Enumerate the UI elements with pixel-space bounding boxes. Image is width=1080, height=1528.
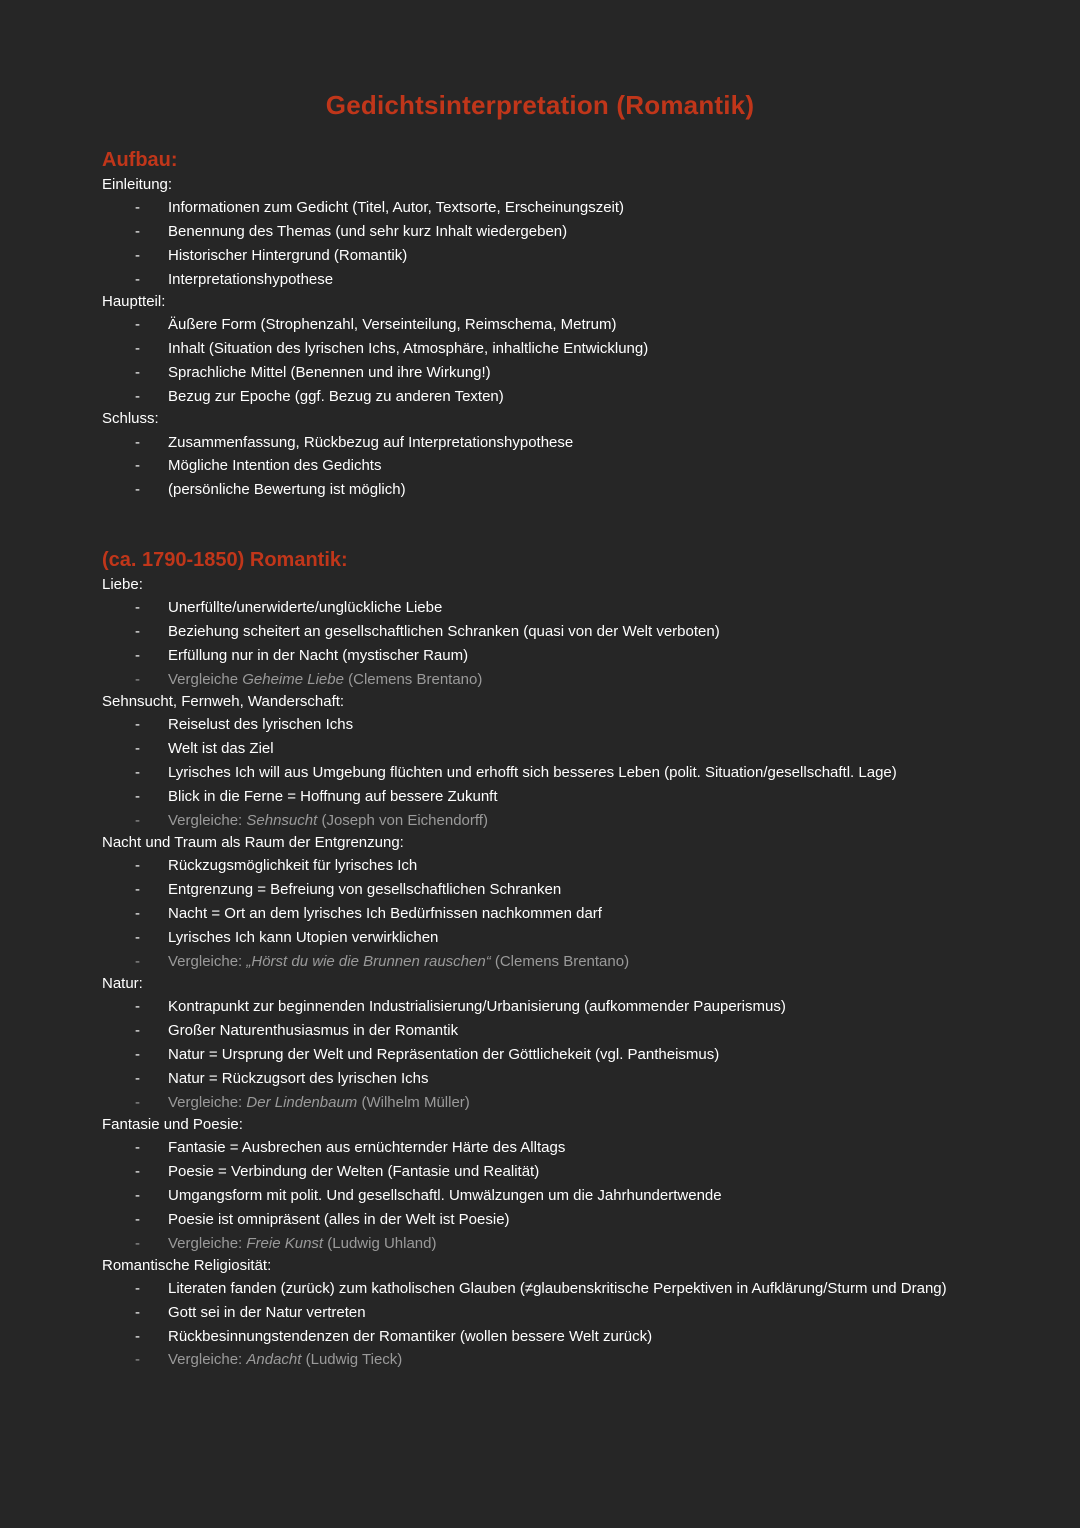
work-title: Geheime Liebe — [242, 670, 344, 688]
group-heading-fantasie: Fantasie und Poesie: — [102, 1116, 243, 1134]
list-item: - Welt ist das Ziel — [102, 738, 972, 760]
list-schluss — [102, 432, 972, 501]
group-heading-schluss: Schluss: — [102, 410, 159, 428]
dash-bullet: - — [135, 316, 140, 334]
list-item: - Literaten fanden (zurück) zum katholischen Glauben (≠glaubenskritische Perpektiven in Aufklärung/Sturm und Drang) — [135, 1280, 947, 1298]
section-heading-aufbau: Aufbau: — [102, 149, 178, 171]
list-item: - Bezug zur Epoche (ggf. Bezug zu anderen Texten) — [102, 386, 972, 408]
dash-bullet: - — [135, 340, 140, 358]
dash-bullet: - — [135, 1234, 140, 1252]
dash-bullet: - — [135, 1069, 140, 1087]
dash-bullet: - — [135, 670, 140, 688]
dash-bullet: - — [135, 857, 140, 875]
dash-bullet: - — [135, 1210, 140, 1228]
list-item: - Poesie = Verbindung der Welten (Fantasie und Realität) — [102, 1161, 972, 1183]
work-title: Andacht — [246, 1351, 302, 1369]
dash-bullet: - — [135, 623, 140, 641]
dash-bullet: - — [135, 1280, 140, 1298]
dash-bullet: - — [135, 1139, 140, 1157]
list-item: - Entgrenzung = Befreiung von gesellschaftlichen Schranken — [102, 879, 972, 901]
list-fantasie — [102, 1137, 972, 1254]
list-item: - Sprachliche Mittel (Benennen und ihre Wirkung!) — [102, 362, 972, 384]
compare-reference: - Vergleiche: Freie Kunst (Ludwig Uhland) — [102, 1233, 972, 1255]
dash-bullet: - — [135, 646, 140, 664]
list-item: - Natur = Rückzugsort des lyrischen Ichs — [102, 1068, 972, 1090]
list-hauptteil — [102, 314, 972, 407]
list-item: - Inhalt (Situation des lyrischen Ichs, Atmosphäre, inhaltliche Entwicklung) — [102, 338, 972, 360]
list-item: - Lyrisches Ich kann Utopien verwirklichen — [102, 927, 972, 949]
dash-bullet: - — [135, 387, 140, 405]
list-item: - Benennung des Themas (und sehr kurz Inhalt wiedergeben) — [102, 221, 972, 243]
list-item: - Mögliche Intention des Gedichts — [102, 455, 972, 477]
compare-reference: - Vergleiche Geheime Liebe (Clemens Brentano) — [102, 669, 972, 691]
dash-bullet: - — [135, 1327, 140, 1345]
dash-bullet: - — [135, 364, 140, 382]
list-item: - Fantasie = Ausbrechen aus ernüchternder Härte des Alltags — [102, 1137, 972, 1159]
list-item: - Poesie ist omnipräsent (alles in der Welt ist Poesie) — [102, 1209, 972, 1231]
dash-bullet: - — [135, 905, 140, 923]
list-sehnsucht — [102, 714, 972, 831]
dash-bullet: - — [135, 270, 140, 288]
list-item: - Äußere Form (Strophenzahl, Verseinteilung, Reimschema, Metrum) — [102, 314, 972, 336]
dash-bullet: - — [135, 716, 140, 734]
group-heading-nacht: Nacht und Traum als Raum der Entgrenzung: — [102, 834, 404, 852]
dash-bullet: - — [135, 740, 140, 758]
list-einleitung — [102, 197, 972, 290]
dash-bullet: - — [135, 764, 140, 782]
list-item: - Gott sei in der Natur vertreten — [102, 1302, 972, 1324]
section-romantik — [102, 546, 972, 1371]
section-aufbau — [102, 146, 972, 501]
dash-bullet: - — [135, 1022, 140, 1040]
dash-bullet: - — [135, 952, 140, 970]
dash-bullet: - — [135, 787, 140, 805]
list-natur — [102, 996, 972, 1113]
compare-reference: - Vergleiche: „Hörst du wie die Brunnen rauschen“ (Clemens Brentano) — [102, 951, 972, 973]
compare-reference: - Vergleiche: Der Lindenbaum (Wilhelm Müller) — [102, 1092, 972, 1114]
group-heading-einleitung: Einleitung: — [102, 176, 173, 193]
list-item: - Reiselust des lyrischen Ichs — [102, 714, 972, 736]
list-item: - (persönliche Bewertung ist möglich) — [102, 479, 972, 501]
work-title: Freie Kunst — [246, 1234, 324, 1252]
section-heading-romantik: (ca. 1790-1850) Romantik: — [102, 549, 348, 571]
compare-reference: - Vergleiche: Sehnsucht (Joseph von Eichendorff) — [102, 810, 972, 832]
dash-bullet: - — [135, 881, 140, 899]
dash-bullet: - — [135, 1093, 140, 1111]
list-item: - Rückzugsmöglichkeit für lyrisches Ich — [102, 855, 972, 877]
dash-bullet: - — [135, 457, 140, 475]
dash-bullet: - — [135, 246, 140, 264]
compare-reference: - Vergleiche: Andacht (Ludwig Tieck) — [102, 1349, 972, 1371]
dash-bullet: - — [135, 1303, 140, 1321]
list-item: - Unerfüllte/unerwiderte/unglückliche Liebe — [102, 597, 972, 619]
list-item: - Erfüllung nur in der Nacht (mystischer Raum) — [102, 645, 972, 667]
dash-bullet: - — [135, 1187, 140, 1205]
list-item: - Kontrapunkt zur beginnenden Industrialisierung/Urbanisierung (aufkommender Pauperismus) — [102, 996, 972, 1018]
list-item: - Großer Naturenthusiasmus in der Romantik — [102, 1020, 972, 1042]
list-item: - Lyrisches Ich will aus Umgebung flüchten und erhofft sich besseres Leben (polit. Situation/gesellschaftl. Lage) — [102, 762, 972, 784]
dash-bullet: - — [135, 481, 140, 499]
group-heading-hauptteil: Hauptteil: — [102, 293, 166, 311]
dash-bullet: - — [135, 1046, 140, 1064]
group-heading-sehnsucht: Sehnsucht, Fernweh, Wanderschaft: — [102, 693, 345, 711]
document-title: Gedichtsinterpretation (Romantik) — [325, 90, 755, 120]
dash-bullet: - — [135, 811, 140, 829]
list-item: - Informationen zum Gedicht (Titel, Autor, Textsorte, Erscheinungszeit) — [102, 197, 972, 219]
dash-bullet: - — [135, 199, 140, 217]
list-liebe — [102, 597, 972, 690]
list-item: - Beziehung scheitert an gesellschaftlichen Schranken (quasi von der Welt verboten) — [102, 621, 972, 643]
list-religiositaet — [102, 1278, 972, 1370]
dash-bullet: - — [135, 1163, 140, 1181]
group-heading-natur: Natur: — [102, 975, 143, 993]
dash-bullet: - — [135, 998, 140, 1016]
list-item: - Nacht = Ort an dem lyrisches Ich Bedürfnissen nachkommen darf — [102, 903, 972, 925]
list-nacht — [102, 855, 972, 972]
dash-bullet: - — [135, 223, 140, 241]
list-item: - Interpretationshypothese — [102, 269, 972, 291]
work-title: Sehnsucht — [246, 811, 318, 829]
list-item: - Umgangsform mit polit. Und gesellschaftl. Umwälzungen um die Jahrhundertwende — [102, 1185, 972, 1207]
group-heading-religiositaet: Romantische Religiosität: — [102, 1257, 272, 1275]
list-item: - Zusammenfassung, Rückbezug auf Interpretationshypothese — [102, 432, 972, 454]
list-item: - Natur = Ursprung der Welt und Repräsentation der Göttlichekeit (vgl. Pantheismus) — [102, 1044, 972, 1066]
dash-bullet: - — [135, 599, 140, 617]
dash-bullet: - — [135, 928, 140, 946]
group-heading-liebe: Liebe: — [102, 576, 143, 593]
dash-bullet: - — [135, 1351, 140, 1369]
work-title: Der Lindenbaum — [246, 1093, 358, 1111]
dash-bullet: - — [135, 433, 140, 451]
list-item: - Blick in die Ferne = Hoffnung auf bessere Zukunft — [102, 786, 972, 808]
work-title: „Hörst du wie die Brunnen rauschen“ — [246, 952, 491, 970]
list-item: - Historischer Hintergrund (Romantik) — [102, 245, 972, 267]
list-item: - Rückbesinnungstendenzen der Romantiker (wollen bessere Welt zurück) — [102, 1326, 972, 1348]
